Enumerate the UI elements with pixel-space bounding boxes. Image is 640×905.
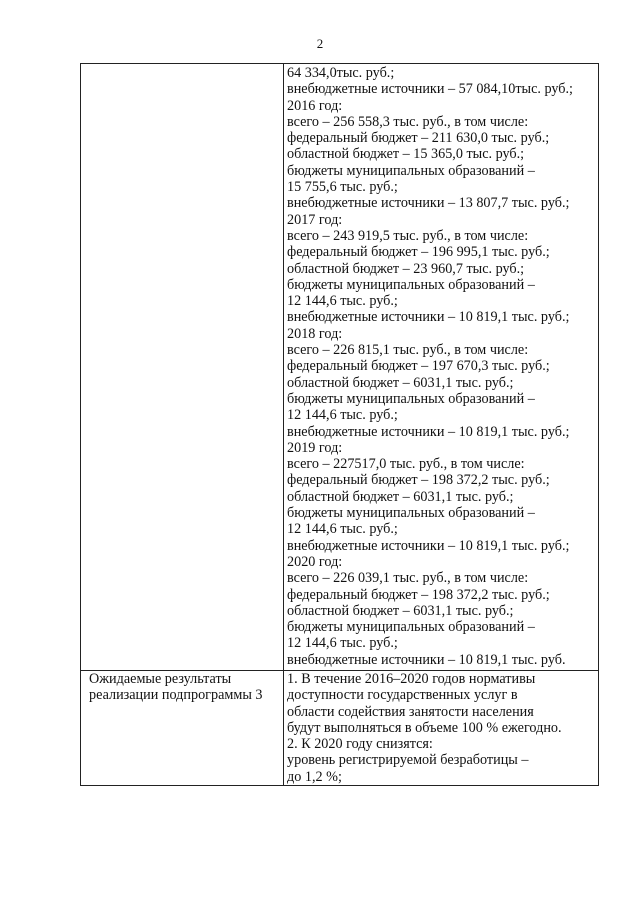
text-line: всего – 227517,0 тыс. руб., в том числе: — [287, 456, 525, 473]
text-line: внебюджетные источники – 10 819,1 тыс. руб.; — [287, 537, 570, 554]
text-line: бюджеты муниципальных образований – — [287, 619, 535, 636]
text-line: 12 144,6 тыс. руб.; — [287, 293, 398, 310]
expected-results-label-line: Ожидаемые результаты — [89, 670, 232, 687]
funding-details-cell — [284, 64, 599, 671]
year-heading: 2018 год: — [287, 325, 343, 342]
text-line: областной бюджет – 6031,1 тыс. руб.; — [287, 374, 514, 391]
subprogram-passport-table — [80, 63, 599, 786]
text-line: бюджеты муниципальных образований – — [287, 162, 535, 179]
text-line: всего – 256 558,3 тыс. руб., в том числе: — [287, 113, 529, 130]
expected-results-details-cell — [284, 670, 599, 785]
expected-results-label-line: реализации подпрограммы 3 — [89, 686, 263, 703]
funding-label-cell — [81, 64, 284, 671]
year-heading: 2017 год: — [287, 211, 343, 228]
text-line: внебюджетные источники – 10 819,1 тыс. руб. — [287, 651, 566, 668]
text-line: уровень регистрируемой безработицы – — [287, 752, 529, 769]
text-line: 12 144,6 тыс. руб.; — [287, 521, 398, 538]
year-heading: 2016 год: — [287, 97, 343, 114]
text-line: внебюджетные источники – 13 807,7 тыс. руб.; — [287, 195, 570, 212]
text-line: области содействия занятости населения — [287, 703, 534, 720]
text-line: федеральный бюджет – 197 670,3 тыс. руб.; — [287, 358, 550, 375]
expected-results-row — [81, 670, 599, 785]
text-line: федеральный бюджет – 198 372,2 тыс. руб.; — [287, 472, 550, 489]
text-line: 12 144,6 тыс. руб.; — [287, 635, 398, 652]
text-line: федеральный бюджет – 211 630,0 тыс. руб.; — [287, 130, 550, 147]
text-line: 15 755,6 тыс. руб.; — [287, 179, 398, 196]
text-line: федеральный бюджет – 196 995,1 тыс. руб.; — [287, 244, 550, 261]
text-line: областной бюджет – 23 960,7 тыс. руб.; — [287, 260, 525, 277]
text-line: бюджеты муниципальных образований – — [287, 276, 535, 293]
text-line: бюджеты муниципальных образований – — [287, 505, 535, 522]
text-line: федеральный бюджет – 198 372,2 тыс. руб.; — [287, 586, 550, 603]
expected-results-label-cell — [81, 670, 284, 785]
text-line: внебюджетные источники – 57 084,10тыс. руб.; — [287, 81, 573, 98]
text-line: областной бюджет – 15 365,0 тыс. руб.; — [287, 146, 525, 163]
text-line: 1. В течение 2016–2020 годов нормативы — [287, 670, 536, 687]
text-line: областной бюджет – 6031,1 тыс. руб.; — [287, 488, 514, 505]
text-line: всего – 226 039,1 тыс. руб., в том числе: — [287, 570, 529, 587]
funding-row — [81, 64, 599, 671]
text-line: 12 144,6 тыс. руб.; — [287, 407, 398, 424]
text-line: до 1,2 %; — [287, 768, 342, 785]
text-line: будут выполняться в объеме 100 % ежегодно. — [287, 719, 562, 736]
text-line: областной бюджет – 6031,1 тыс. руб.; — [287, 602, 514, 619]
year-heading: 2019 год: — [287, 439, 343, 456]
text-line: всего – 226 815,1 тыс. руб., в том числе: — [287, 342, 529, 359]
text-line: внебюджетные источники – 10 819,1 тыс. руб.; — [287, 423, 570, 440]
text-line: внебюджетные источники – 10 819,1 тыс. руб.; — [287, 309, 570, 326]
text-line: 2. К 2020 году снизятся: — [287, 736, 433, 753]
page-number: 2 — [316, 36, 324, 51]
text-line: бюджеты муниципальных образований – — [287, 390, 535, 407]
text-line: всего – 243 919,5 тыс. руб., в том числе: — [287, 227, 529, 244]
text-line: доступности государственных услуг в — [287, 687, 518, 704]
text-line: 64 334,0тыс. руб.; — [287, 65, 395, 81]
year-heading: 2020 год: — [287, 553, 343, 570]
